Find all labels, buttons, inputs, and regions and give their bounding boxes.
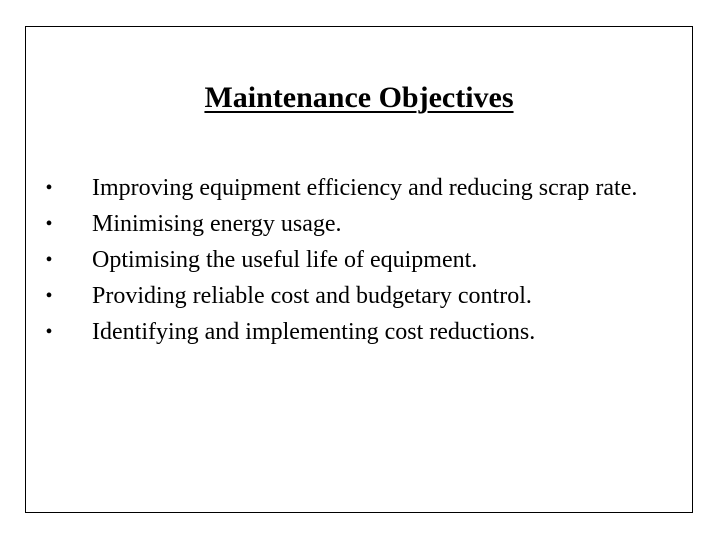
bullet-list (26, 170, 692, 350)
bullet-icon: • (45, 285, 53, 307)
bullet-icon: • (45, 177, 53, 199)
bullet-item (26, 314, 692, 350)
bullet-item (26, 170, 692, 206)
bullet-item (26, 242, 692, 278)
slide-title: Maintenance Objectives (204, 81, 514, 114)
bullet-text: Minimising energy usage. (92, 211, 342, 237)
bullet-text: Identifying and implementing cost reductions. (92, 319, 536, 345)
bullet-icon: • (45, 321, 53, 343)
bullet-item (26, 206, 692, 242)
bullet-item (26, 278, 692, 314)
bullet-text: Providing reliable cost and budgetary control. (92, 283, 532, 309)
slide-frame (25, 26, 693, 513)
bullet-icon: • (45, 213, 53, 235)
bullet-icon: • (45, 249, 53, 271)
bullet-text: Improving equipment efficiency and reducing scrap rate. (92, 175, 638, 201)
bullet-text: Optimising the useful life of equipment. (92, 247, 478, 273)
